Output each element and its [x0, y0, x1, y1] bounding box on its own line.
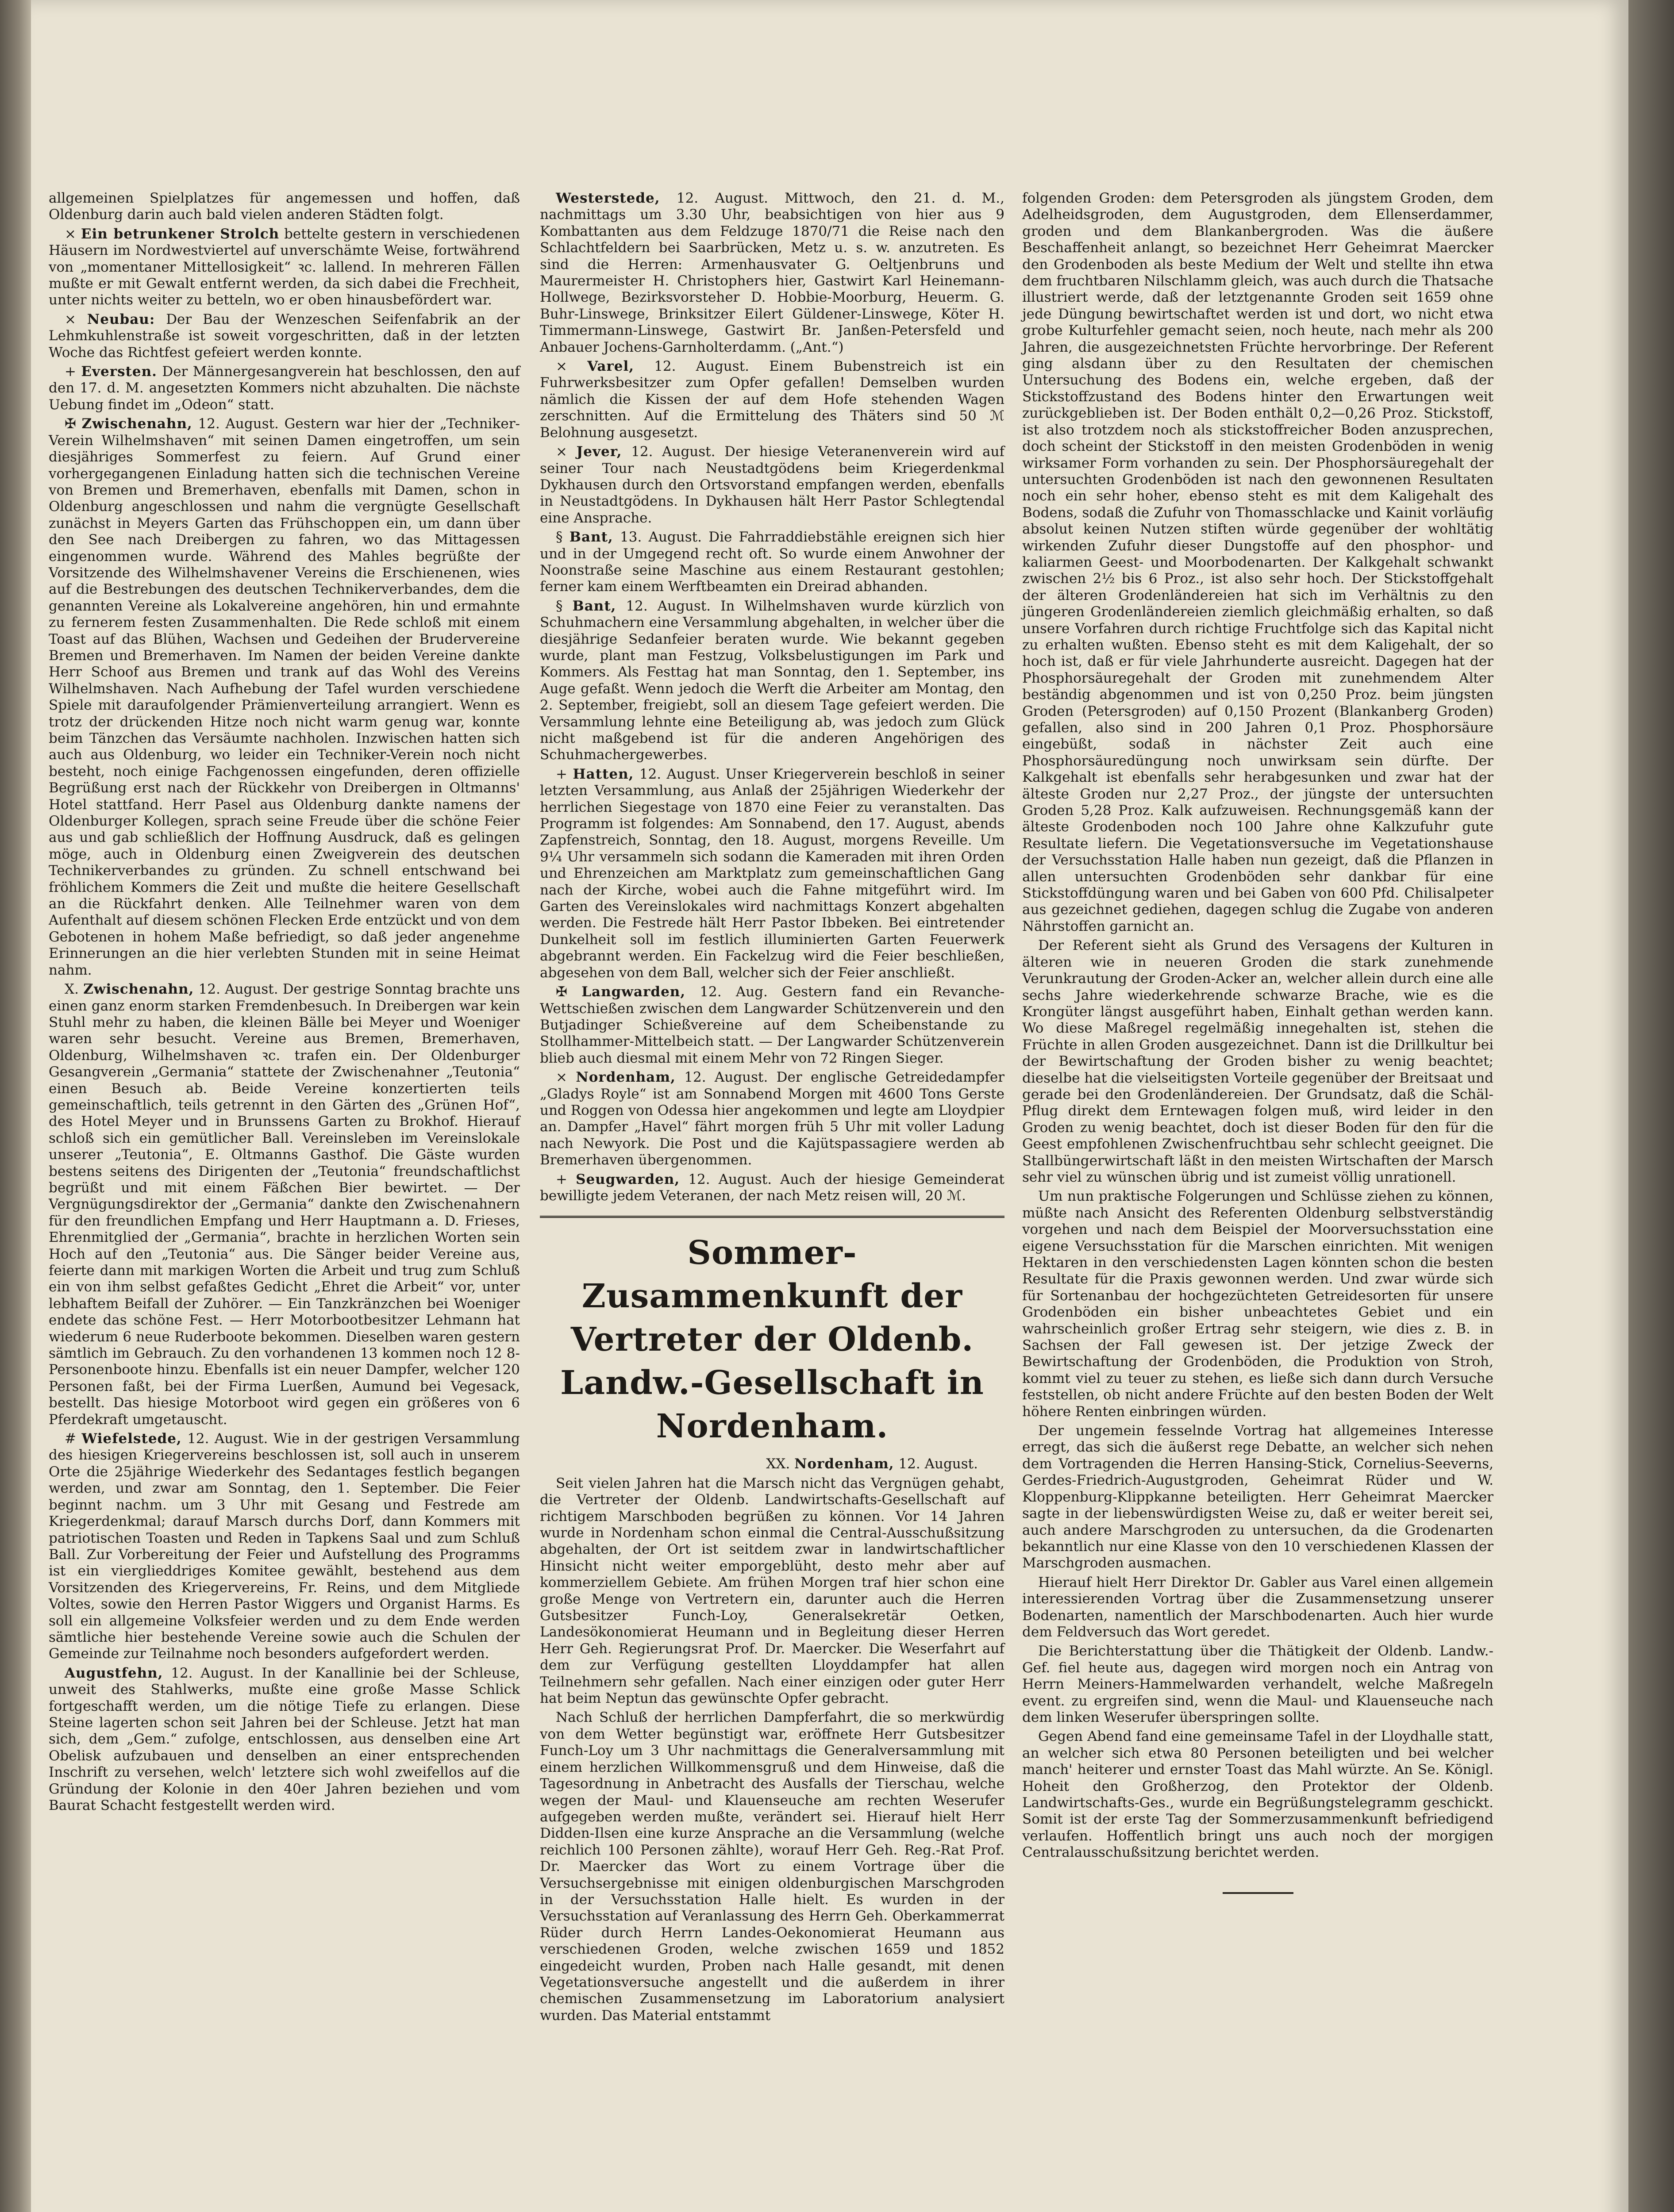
- news-item: × Jever, 12. August. Der hiesige Veteranenverein wird auf seiner Tour nach Neustadtgödens beim Kriegerdenkmal Dykhausen durch den Ortsvorstand empfangen werden, ebenfalls in Neustadtgödens. In Dykhausen hält Herr Pastor Schlegtendal eine Ansprache.: [540, 444, 1004, 526]
- paragraph: Um nun praktische Folgerungen und Schlüsse ziehen zu können, müßte nach Ansicht des Referenten Oldenburg selbstverständig vorgehen und nach dem Beispiel der Moorversuchsstation eine eigene Versuchsstation für die Marschen einrichten. Mit wenigen Hektaren in den verschiedensten Lagen könnten schon die besten Resultate für die Praxis gewonnen werden. Und zwar würde sich für Sortenanbau der hochgezüchteten Getreidesorten für unsere Grodenböden ein bisher unbeachtetes Gebiet und ein wahrscheinlich großer Ertrag sehr steigern, wie dies z. B. in Sachsen der Fall gewesen ist. Der jetzige Zweck der Bewirtschaftung der Grodenböden, die Produktion von Stroh, kommt viel zu teuer zu stehen, es ließe sich dann durch Versuche feststellen, ob nicht andere Früchte auf den besten Boden der Welt höhere Renten einbringen würden.: [1022, 1188, 1493, 1420]
- item-heading: Westerstede,: [556, 190, 660, 206]
- item-heading: Bant,: [569, 529, 613, 545]
- item-heading: Nordenham,: [576, 1069, 676, 1086]
- item-heading: Zwischenahn,: [81, 416, 192, 432]
- paragraph: Der ungemein fesselnde Vortrag hat allgemeines Interesse erregt, das sich die äußerst rege Debatte, an welcher sich nehen dem Vortragenden die Herren Hansing-Stick, Cornelius-Seeverns, Gerdes-Friedrich-Augustgroden, Geheimrat Rüder und W. Kloppenburg-Klippkanne beteiligten. Herr Geheimrat Maercker sagte in der liebenswürdigsten Weise zu, daß er weiter bereit sei, auch andere Marschgroden zu untersuchen, da die Grodenarten bekanntlich nur eine Klasse von den 10 verschiedenen Klassen der Marschgroden ausmachen.: [1022, 1423, 1493, 1571]
- paragraph: Nach Schluß der herrlichen Dampferfahrt, die so merkwürdig von dem Wetter begünstigt war, eröffnete Herr Gutsbesitzer Funch-Loy um 3 Uhr nachmittags die Generalversammlung mit einem herzlichen Willkommensgruß und dem Hinweise, daß die Tagesordnung in Anbetracht des Ausfalls der Tierschau, welche wegen der Maul- und Klauenseuche am rechten Weserufer aufgegeben werden mußte, verändert sei. Hierauf hielt Herr Didden-Ilsen eine kurze Ansprache an die Versammlung (welche reichlich 100 Personen zählte), worauf Herr Geh. Reg.-Rat Prof. Dr. Maercker das Wort zu einem Vortrage über die Versuchsergebnisse mit einigen oldenburgischen Marschgroden in der Versuchsstation Halle hielt. Es wurden in der Versuchsstation auf Veranlassung des Herrn Geh. Oberkammerrat Rüder durch Herrn Landes-Oekonomierat Heumann aus verschiedenen Groden, welche zwischen 1659 und 1852 eingedeicht wurden, Proben nach Halle gesandt, mit denen Vegetationsversuche angestellt und die außerdem in ihrer chemischen Zusammensetzung im Laboratorium analysiert wurden. Das Material entstammt: [540, 1709, 1004, 2024]
- news-item: # Wiefelstede, 12. August. Wie in der gestrigen Versammlung des hiesigen Kriegervereins beschlossen ist, soll auch in unserem Orte die 25jährige Wiederkehr des Sedantages festlich begangen werden, und zwar am Sonntag, den 1. September. Die Feier beginnt nachm. um 3 Uhr mit Gesang und Festrede am Kriegerdenkmal; darauf Marsch durchs Dorf, dann Kommers mit patriotischen Toasten und Reden in Tapkens Saal und zum Schluß Ball. Zur Vorbereitung der Feier und Aufstellung des Programms ist ein vierglieddriges Komitee gewählt, bestehend aus dem Vorsitzenden des Kriegervereins, Fr. Reins, und dem Mitgliede Voltes, sowie den Herren Pastor Wiggers und Organist Harms. Es soll ein allgemeine Volksfeier werden und zu dem Ende werden sämtliche hier bestehende Vereine sowie auch die Schulen der Gemeinde zur Teilnahme noch besonders aufgefordert werden.: [49, 1431, 520, 1662]
- item-heading: Varel,: [587, 358, 635, 375]
- news-item: X. Zwischenahn, 12. August. Der gestrige Sonntag brachte uns einen ganz enorm starken Fremdenbesuch. In Dreibergen war kein Stuhl mehr zu haben, die kleinen Bälle bei Meyer und Woeniger waren sehr besucht. Vereine aus Bremen, Bremerhaven, Oldenburg, Wilhelmshaven ꝛc. trafen ein. Der Oldenburger Gesangverein „Germania“ stattete der Zwischenahner „Teutonia“ einen Besuch ab. Beide Vereine konzertierten teils gemeinschaftlich, teils getrennt in den Gärten des „Grünen Hof“, des Hotel Meyer und in Brunssens Garten zu Brokhof. Hierauf schloß sich ein gemütlicher Ball. Vereinsleben im Vereinslokale unserer „Teutonia“, E. Oltmanns Gasthof. Die Gäste wurden bestens seitens des Dirigenten der „Teutonia“ freundschaftlichst begrüßt und mit einem Fäßchen Bier bewirtet. — Der Vergnügungsdirektor der „Germania“ dankte den Zwischenahnern für den freundlichen Empfang und Herr Hauptmann a. D. Frieses, Ehrenmitglied der „Germania“, brachte in herzlichen Worten sein Hoch auf den „Teutonia“ aus. Die Sänger beider Vereine aus, feierte dann mit markigen Worten die Arbeit und trug zum Schluß ein von ihm selbst gefaßtes Gedicht „Ehret die Arbeit“ vor, unter lebhaftem Beifall der Zuhörer. — Ein Tanzkränzchen bei Woeniger endete das schöne Fest. — Herr Motorbootbesitzer Lehmann hat wiederum 6 neue Ruderboote bekommen. Dieselben waren gestern sämtlich im Gebrauch. Zu den vorhandenen 13 kommen noch 12 8-Personenboote hinzu. Ebenfalls ist ein neuer Dampfer, welcher 120 Personen faßt, bei der Firma Luerßen, Aumund bei Vegesack, bestellt. Das hiesige Motorboot wird gegen ein größeres von 6 Pferdekraft umgetauscht.: [49, 981, 520, 1428]
- book-spine: [0, 0, 31, 2212]
- news-item: × Neubau: Der Bau der Wenzeschen Seifenfabrik an der Lehmkuhlenstraße ist soweit vorgeschritten, daß in der letzten Woche das Richtfest gefeiert werden konnte.: [49, 311, 520, 361]
- item-heading: Zwischenahn,: [83, 981, 194, 998]
- news-item: ✠ Zwischenahn, 12. August. Gestern war hier der „Techniker-Verein Wilhelmshaven“ mit seinen Damen eingetroffen, um sein diesjähriges Sommerfest zu feiern. Auf Grund einer vorhergegangenen Einladung hatten sich die technischen Vereine von Bremen und Bremerhaven, ebenfalls mit Damen, schon in Oldenburg angeschlossen und nahm die vergnügte Gesellschaft zunächst in Meyers Garten das Frühschoppen ein, um dann über den See nach Dreibergen zu fahren, wo das Mittagessen eingenommen wurde. Während des Mahles begrüßte der Vorsitzende des Wilhelmshavener Vereins die Erschienenen, wies auf die Bestrebungen des deutschen Technikerverbandes, dem die genannten Vereine als Lokalvereine angehören, hin und ermahnte zu fernerem festen Zusammenhalten. Die Rede schloß mit einem Toast auf das Blühen, Wachsen und Gedeihen der Brudervereine Bremen und Bremerhaven. Im Namen der beiden Vereine dankte Herr Schoof aus Bremen und trank auf das Wohl des Vereins Wilhelmshaven. Nach Aufhebung der Tafel wurden verschiedene Spiele mit daraufolgender Prämienverteilung arrangiert. Wenn es trotz der drückenden Hitze noch nicht warm genug war, konnte beim Tänzchen das Versäumte nachholen. Inzwischen hatten sich auch aus Oldenburg, wo leider ein Techniker-Verein noch nicht besteht, noch einige Fachgenossen eingefunden, deren offizielle Begrüßung erst nach der Rückkehr von Dreibergen in Oltmanns' Hotel stattfand. Herr Pasel aus Oldenburg dankte namens der Oldenburger Kollegen, sprach seine Freude über die schöne Feier aus und gab schließlich der Hoffnung Ausdruck, daß es gelingen möge, auch in Oldenburg einen Zweigverein des deutschen Technikerverbandes zu gründen. Zu schnell entschwand bei fröhlichem Kommers die Zeit und mußte die heitere Gesellschaft an die Rückfahrt denken. Alle Teilnehmer waren von dem Aufenthalt auf diesem schönen Flecken Erde entzückt und von dem Gebotenen in hohem Maße befriedigt, so daß jeder angenehme Erinnerungen an die hier verlebten Stunden mit in seine Heimat nahm.: [49, 416, 520, 978]
- paragraph: Seit vielen Jahren hat die Marsch nicht das Vergnügen gehabt, die Vertreter der Oldenb. Landwirtschafts-Gesellschaft auf richtigem Marschboden begrüßen zu können. Vor 14 Jahren wurde in Nordenham schon einmal die Central-Ausschußsitzung abgehalten, der Ort ist seitdem zwar in landwirtschaftlicher Hinsicht nicht weiter emporgeblüht, desto mehr aber auf kommerziellem Gebiete. Am frühen Morgen traf hier schon eine große Menge von Vertretern ein, darunter auch die Herren Gutsbesitzer Funch-Loy, Generalsekretär Oetken, Landesökonomierat Heumann und in Begleitung dieser Herren Herr Geh. Regierungsrat Prof. Dr. Maercker. Die Weserfahrt auf dem zur Verfügung gestellten Lloyddampfer hat allen Teilnehmern sehr gefallen. Nach einer einzigen oder guter Herr hat beim Neptun das gewünschte Opfer gebracht.: [540, 1475, 1004, 1707]
- item-heading: Bant,: [572, 598, 616, 614]
- item-heading: Jever,: [576, 444, 622, 460]
- news-item: × Varel, 12. August. Einem Bubenstreich ist ein Fuhrwerksbesitzer zum Opfer gefallen! Demselben wurden nämlich die Kissen der auf dem Hofe stehenden Wagen zerschnitten. Auf die Ermittelung des Thäters sind 50 ℳ Belohnung ausgesetzt.: [540, 358, 1004, 441]
- column-left: [49, 190, 520, 1816]
- news-item: ✠ Langwarden, 12. Aug. Gestern fand ein Revanche-Wettschießen zwischen dem Langwarder Schützenverein und den Butjadinger Schießvereine auf dem Scheibenstande zu Stollhammer-Mittelbeich statt. — Der Langwarder Schützenverein blieb auch diesmal mit einem Mehr von 72 Ringen Sieger.: [540, 984, 1005, 1066]
- item-heading: Seugwarden,: [576, 1171, 680, 1187]
- paragraph: Der Referent sieht als Grund des Versagens der Kulturen in älteren wie in neueren Groden die stark zunehmende Verunkrautung der Groden-Acker an, welcher allein durch eine alle sechs Jahre wiederkehrende schwarze Brache, wie es die Krongüter längst ausgeführt haben, Einhalt gethan werden kann. Wo diese Maßregel regelmäßig innegehalten ist, stehen die Früchte in allen Groden ausgezeichnet. Dann ist die Drillkultur bei der Bewirtschaftung der Groden bisher zu wenig beachtet; dieselbe hat die vielseitigsten Vorteile gegenüber der Breitsaat und gerade bei den Grodenländereien. Der Grundsatz, daß die Schäl-Pflug direkt dem Erntewagen folgen muß, wird leider in den Groden zu wenig beachtet, doch ist dieser Boden für den für die Geest empfohlenen Zwischenfruchtbau sehr schlecht geeignet. Die Stallbüngerwirtschaft läßt in den meisten Wirtschaften der Marsch sehr viel zu wünschen übrig und ist zumeist völlig unrationell.: [1022, 937, 1493, 1185]
- column-right: [1022, 190, 1493, 1894]
- column-middle: [540, 190, 1004, 2027]
- paragraph: Hierauf hielt Herr Direktor Dr. Gabler aus Varel einen allgemein interessierenden Vortrag über die Zusammensetzung unserer Bodenarten, namentlich der Marschbodenarten. Auch hier wurde dem Feldversuch das Wort geredet.: [1022, 1574, 1493, 1640]
- item-heading: Hatten,: [573, 766, 634, 782]
- item-heading: Wiefelstede,: [81, 1431, 182, 1447]
- news-item: × Nordenham, 12. August. Der englische Getreidedampfer „Gladys Royle“ ist am Sonnabend Morgen mit 4600 Tons Gerste und Roggen von Odessa hier angekommen und legte am Lloydpier an. Dampfer „Havel“ fährt morgen früh 5 Uhr mit voller Ladung nach Newyork. Die Post und die Kajütspassagiere werden ab Bremerhaven übergenommen.: [540, 1069, 1005, 1168]
- section-divider: [540, 1216, 1004, 1218]
- news-item: § Bant, 12. August. In Wilhelmshaven wurde kürzlich von Schuhmachern eine Versammlung abgehalten, in welcher über die diesjährige Sedanfeier beraten wurde. Wie bekannt gegeben wurde, plant man Festzug, Volksbelustigungen im Park und Kommers. Als Festtag hat man Sonntag, den 1. September, ins Auge gefaßt. Wenn jedoch die Werft die Arbeiter am Montag, den 2. September, freigiebt, soll an diesem Tage gefeiert werden. Die Versammlung lehnte eine Beteiligung ab, was jedoch zum Glück nicht maßgebend ist für die anderen Angehörigen des Schuhmachergewerbes.: [540, 598, 1004, 763]
- news-item: + Seugwarden, 12. August. Auch der hiesige Gemeinderat bewilligte jedem Veteranen, der nach Metz reisen will, 20 ℳ.: [540, 1171, 1004, 1204]
- item-heading: Neubau:: [87, 311, 155, 327]
- item-heading: Augustfehn,: [65, 1665, 163, 1681]
- news-item: § Bant, 13. August. Die Fahrraddiebstähle ereignen sich hier und in der Umgegend recht oft. So wurde einem Anwohner der Noonstraße seine Maschine aus einem Restaurant gestohlen; ferner kam einem Werftbeamten ein Dreirad abhanden.: [540, 529, 1005, 595]
- news-item: Augustfehn, 12. August. In der Kanallinie bei der Schleuse, unweit des Stahlwerks, mußte eine große Masse Schlick fortgeschafft werden, um die nötige Tiefe zu erlangen. Diese Steine lagerten schon seit Jahren bei der Schleuse. Jetzt hat man sich, dem „Gem.“ zufolge, entschlossen, aus denselben eine Art Obelisk aufzubauen und denselben an einer entsprechenden Inschrift zu versehen, welch' letztere sich wohl zweifellos auf die Gründung der Kolonie in den 40er Jahren beziehen und vom Baurat Schacht festgestellt werden wird.: [49, 1665, 520, 1813]
- item-heading: Eversten.: [81, 364, 157, 380]
- article-byline: XX. Nordenham, 12. August.: [766, 1456, 978, 1472]
- paragraph: Gegen Abend fand eine gemeinsame Tafel in der Lloydhalle statt, an welcher sich etwa 80 Personen beteiligten und bei welcher manch' heiterer und ernster Toast das Mahl würzte. An Se. Königl. Hoheit den Großherzog, den Protektor der Oldenb. Landwirtschafts-Ges., wurde ein Begrüßungstelegramm geschickt. Somit ist der erste Tag der Sommerzusammenkunft befriedigend verlaufen. Hoffentlich bringt uns auch noch der morgigen Centralausschußsitzung berichtet werden.: [1022, 1728, 1493, 1861]
- news-item: Westerstede, 12. August. Mittwoch, den 21. d. M., nachmittags um 3.30 Uhr, beabsichtigen von hier aus 9 Kombattanten aus dem Feldzuge 1870/71 die Reise nach den Schlachtfeldern bei Saarbrücken, Metz u. s. w. anzutreten. Es sind die Herren: Armenhausvater G. Oeltjenbruns und Maurermeister H. Christophers hier, Gastwirt Karl Heinemann-Hollwege, Bezirksvorsteher D. Hobbie-Moorburg, Heuerm. G. Buhr-Linswege, Brinksitzer Eilert Güldener-Linswege, Köter H. Timmermann-Linswege, Gastwirt Br. Janßen-Petersfeld und Anbauer Jochens-Garnholterdamm. („Ant.“): [540, 190, 1004, 355]
- paragraph: allgemeinen Spielplatzes für angemessen und hoffen, daß Oldenburg darin auch bald vielen anderen Städten folgt.: [49, 190, 520, 223]
- paragraph: folgenden Groden: dem Petersgroden als jüngstem Groden, dem Adelheidsgroden, dem Augustgroden, dem Ellenserdammer, groden und dem Blankanbergroden. Was die äußere Beschaffenheit anlangt, so bezeichnet Herr Geheimrat Maercker den Grodenboden als beste Medium der Welt und stellte ihn etwa dem fruchtbaren Nilschlamm gleich, was auch durch die Thatsache illustriert werde, daß der letztgenannte Groden seit 1659 ohne jede Düngung bewirtschaftet werden ist und dort, wo nicht etwa grobe Kulturfehler gemacht seien, noch heute, nach mehr als 200 Jahren, die ausgezeichnetsten Früchte hervorbringe. Der Referent ging alsdann über zu den Resultaten der chemischen Untersuchung des Bodens ein, welche ergeben, daß der Stickstoffzustand des Bodens hinter den Erwartungen weit zurückgeblieben ist. Der Boden enthält 0,2—0,26 Proz. Stickstoff, ist also trotzdem noch als stickstoffreicher Boden anzusprechen, doch scheint der Stickstoff in den meisten Grodenböden in wenig wirksamer Form vorhanden zu sein. Der Phosphorsäuregehalt der untersuchten Grodenböden ist nach den gewonnenen Resultaten noch ein sehr hoher, ebenso steht es mit dem Kaligehalt des Bodens, sodaß die Zufuhr von Thomasschlacke und Kainit vorläufig absolut keinen Nutzen stiften würde gegenüber der wohltätig wirkenden Zufuhr dieser Dungstoffe auf den phosphor- und kaliarmen Geest- und Moorbodenarten. Der Kalkgehalt schwankt zwischen 2½ bis 6 Proz., ist also sehr hoch. Der Stickstoffgehalt der älteren Grodenländereien hat sich im Verhältnis zu den jüngeren Grodenländereien ziemlich gleichmäßig erhalten, so daß unsere Vorfahren durch richtige Fruchtfolge sich das Kapital nicht zu erhalten wußten. Ebenso steht es mit dem Kaligehalt, der so hoch ist, daß er für viele Jahrhunderte ausreicht. Dagegen hat der Phosphorsäuregehalt der Groden mit zunehmendem Alter beständig abgenommen und ist von 0,250 Proz. beim jüngsten Groden (Petersgroden) auf 0,150 Prozent (Blankanberg Groden) gefallen, also sind in 200 Jahren 0,1 Proz. Phosphorsäure eingebüßt, sodaß in nächster Zeit auch eine Phosphorsäuredüngung noch unwirksam sein dürfte. Der Kalkgehalt ist ebenfalls sehr herabgesunken und zwar hat der älteste Groden nur 2,27 Proz., der jüngste der untersuchten Groden 5,28 Proz. Kalk aufzuweisen. Rechnungsgemäß kann der älteste Grodenboden noch 100 Jahre ohne Kalkzufuhr gute Resultate liefern. Die Vegetationsversuche im Vegetationshause der Versuchsstation Halle haben nun gezeigt, daß die Pflanzen in allen untersuchten Grodenböden sehr dankbar für eine Stickstoffdüngung waren und bei Gaben von 600 Pfd. Chilisalpeter aus gezeichnet gediehen, dagegen schlug die Zugabe von anderen Nährstoffen garnicht an.: [1022, 190, 1493, 934]
- news-item: + Eversten. Der Männergesangverein hat beschlossen, den auf den 17. d. M. angesetzten Kommers nicht abzuhalten. Die nächste Uebung findet im „Odeon“ statt.: [49, 364, 520, 413]
- news-item: × Ein betrunkener Strolch bettelte gestern in verschiedenen Häusern im Nordwestviertel auf unverschämte Weise, fortwährend von „momentaner Mittellosigkeit“ ꝛc. lallend. In mehreren Fällen mußte er mit Gewalt entfernt werden, da sich dabei die Frechheit, unter nichts weiter zu betteln, wo er oben hinausbefördert war.: [49, 226, 520, 308]
- end-rule: [1223, 1892, 1293, 1894]
- paragraph: Die Berichterstattung über die Thätigkeit der Oldenb. Landw.-Gef. fiel heute aus, dagegen wird morgen noch ein Antrag von Herrn Meiners-Hammelwarden verhandelt, welche Maßregeln event. zu ergreifen sind, wenn die Maul- und Klauenseuche nach dem linken Weserufer überspringen sollte.: [1022, 1643, 1493, 1725]
- page-edge: [1628, 0, 1674, 2212]
- item-heading: Ein betrunkener Strolch: [81, 226, 280, 242]
- item-heading: Langwarden,: [581, 984, 686, 1000]
- article-title: Sommer-Zusammenkunft der Vertreter der Oldenb. Landw.-Gesellschaft in Nordenham.: [560, 1234, 984, 1446]
- news-item: + Hatten, 12. August. Unser Kriegerverein beschloß in seiner letzten Versammlung, aus Anlaß der 25jährigen Wiederkehr der herrlichen Siegestage von 1870 eine Feier zu veranstalten. Das Programm ist folgendes: Am Sonnabend, den 17. August, abends Zapfenstreich, Sonntag, den 18. August, morgens Reveille. Um 9¼ Uhr versammeln sich sodann die Kameraden mit ihren Orden und Ehrenzeichen am Marktplatz zum gemeinschaftlichen Gang nach der Kirche, wobei auch die Fahne mitgeführt wird. Im Garten des Vereinslokales wird nachmittags Konzert abgehalten werden. Die Festrede hält Herr Pastor Ibbeken. Bei eintretender Dunkelheit soll im festlich illuminierten Garten Feuerwerk abgebrannt werden. Ein Fackelzug wird die Feier beschließen, abgesehen von dem Ball, welcher sich der Feier anschließt.: [540, 766, 1005, 981]
